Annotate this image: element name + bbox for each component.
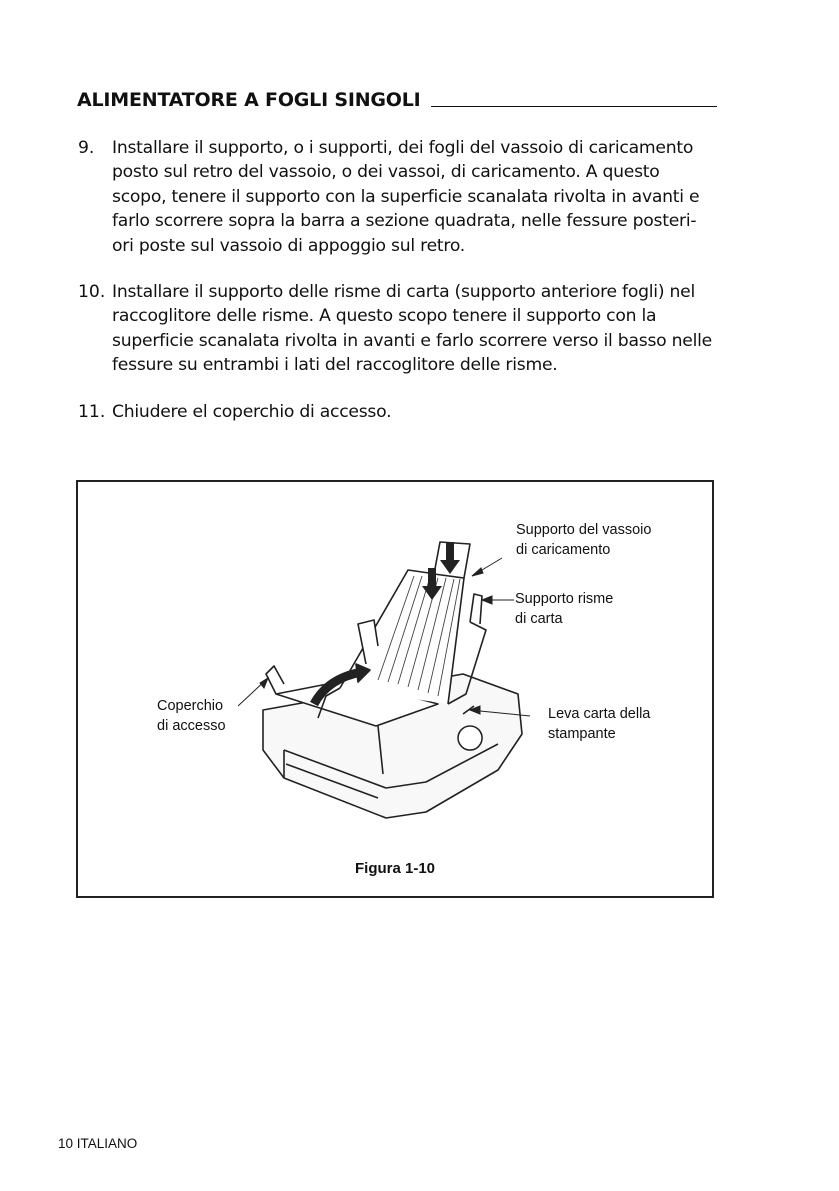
step-item <box>78 280 718 378</box>
section-heading <box>77 89 717 111</box>
callout-paper-stack <box>515 589 613 629</box>
heading-rule <box>431 106 717 107</box>
callout-line: di carta <box>515 611 563 627</box>
step-number: 10. <box>78 282 106 303</box>
step-text: Installare il supporto delle risme di carta (supporto anteriore fogli) nel raccoglitore delle risme. A questo scopo tenere il supporto con la superficie scanalata rivolta in avanti e farlo scorrere verso il basso nelle fessure su entrambi i lati del raccoglitore delle risme. <box>112 282 712 376</box>
step-number: 9. <box>78 138 95 158</box>
page-footer: 10 ITALIANO <box>58 1136 138 1151</box>
step-text: Chiudere el coperchio di accesso. <box>112 401 392 422</box>
callout-line: di accesso <box>157 718 226 734</box>
instruction-list <box>78 136 718 446</box>
callout-line: Supporto risme <box>515 591 614 607</box>
step-item <box>78 136 718 258</box>
step-item <box>78 400 718 424</box>
callout-line: Leva carta della <box>548 706 651 722</box>
callout-line: stampante <box>548 726 616 742</box>
figure-box <box>76 480 714 898</box>
callout-tray-support <box>516 520 651 560</box>
step-number: 11. <box>78 401 106 422</box>
callout-paper-lever <box>548 704 650 744</box>
callout-line: Supporto del vassoio <box>516 522 652 538</box>
callout-line: Coperchio <box>157 698 224 714</box>
heading-title: ALIMENTATORE A FOGLI SINGOLI <box>77 89 421 111</box>
figure-caption: Figura 1-10 <box>354 860 436 877</box>
callout-access-cover <box>157 696 226 736</box>
callout-line: di caricamento <box>516 542 611 558</box>
step-text: Installare il supporto, o i supporti, dei fogli del vassoio di caricamento posto sul retro del vassoio, o dei vassoi, di caricamento. A questo scopo, tenere il supporto con la superficie scanalata rivolta in avanti e farlo scorrere sopra la barra a sezione quadrata, nelle fessure posteri-ori poste sul vassoio di appoggio sul retro. <box>112 138 700 256</box>
